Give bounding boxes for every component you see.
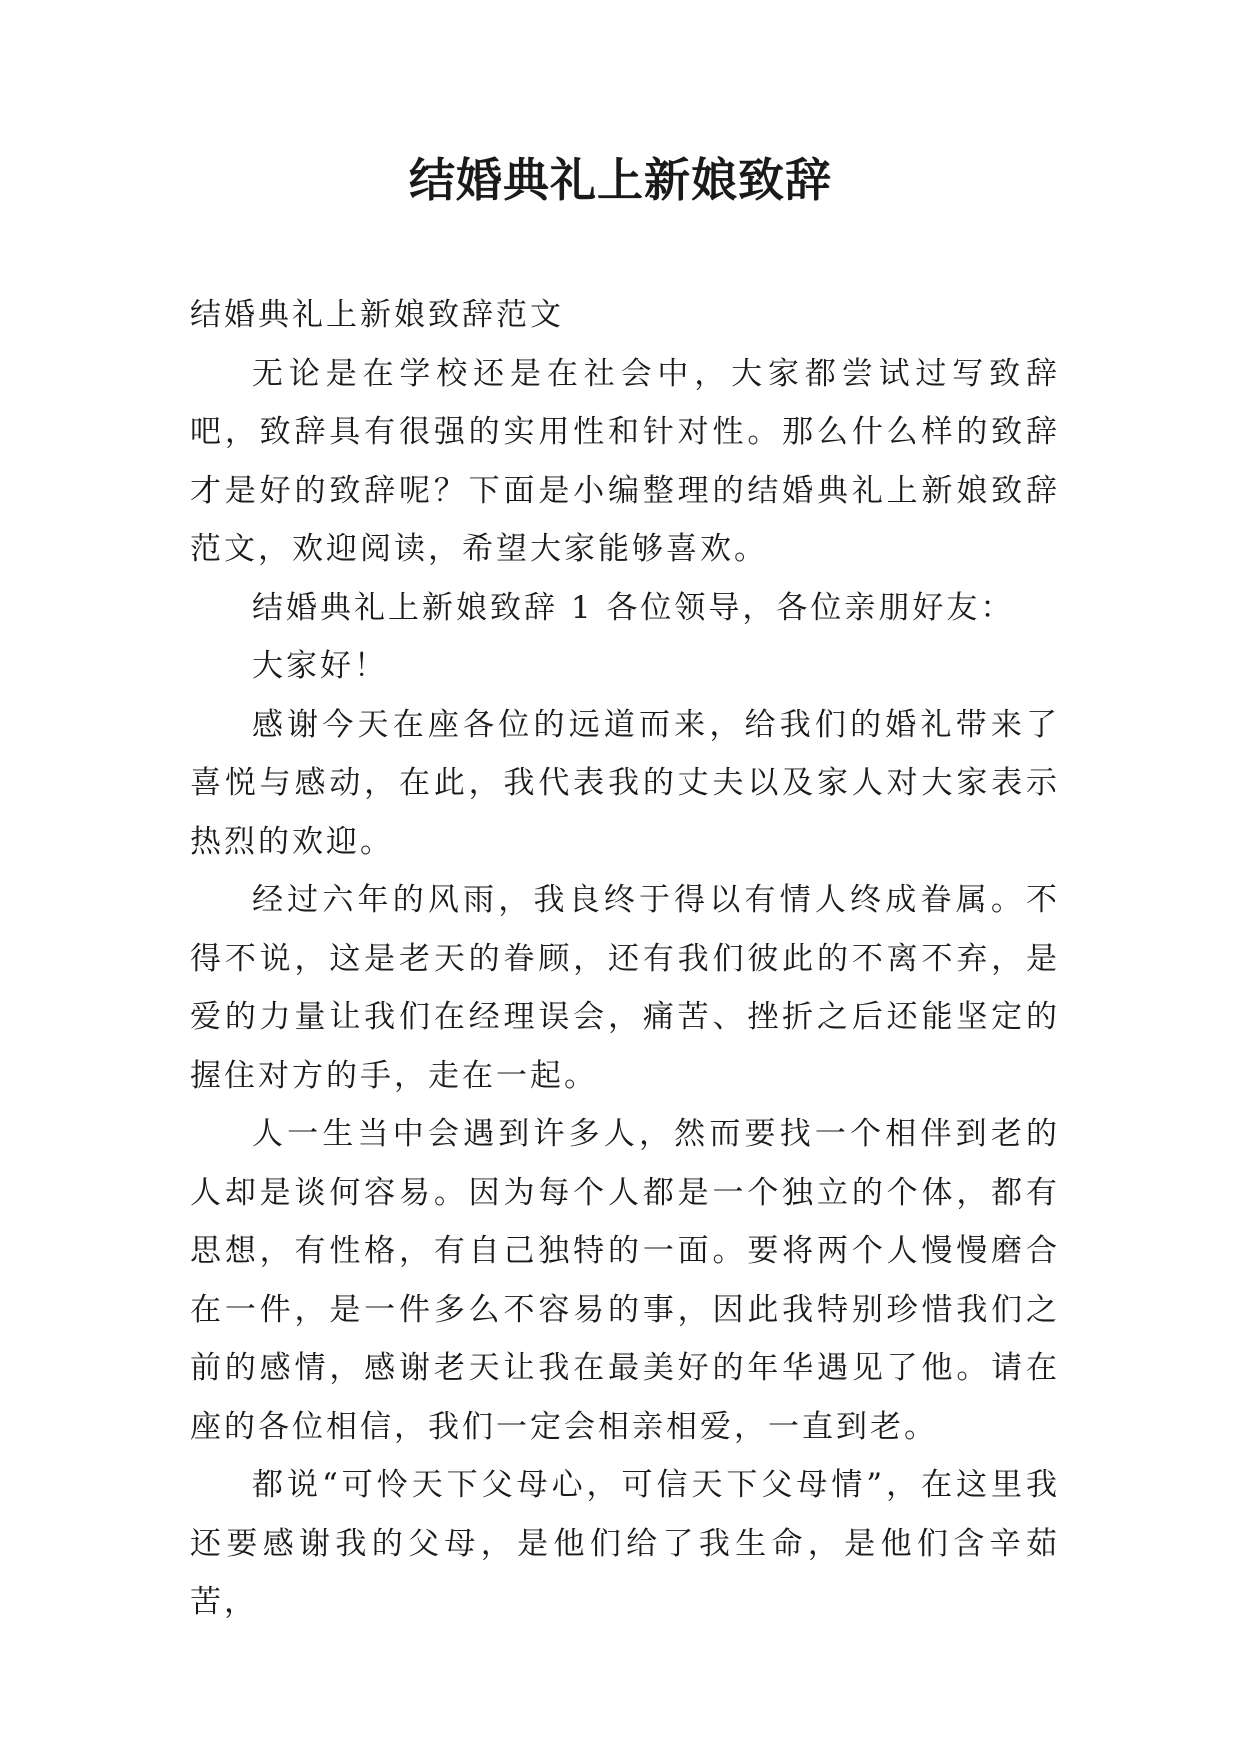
thanks-paragraph: 感谢今天在座各位的远道而来，给我们的婚礼带来了喜悦与感动，在此，我代表我的丈夫以及家人对大家表示热烈的欢迎。 — [190, 706, 1060, 860]
six-years-paragraph: 经过六年的风雨，我良终于得以有情人终成眷属。不得不说，这是老天的眷顾，还有我们彼此的不离不弃，是爱的力量让我们在经理误会，痛苦、挫折之后还能坚定的握住对方的手，走在一起。 — [190, 882, 1060, 1094]
greeting-paragraph: 大家好！ — [252, 648, 388, 684]
subtitle-paragraph: 结婚典礼上新娘致辞范文 — [190, 297, 564, 333]
life-partner-paragraph: 人一生当中会遇到许多人，然而要找一个相伴到老的人却是谈何容易。因为每个人都是一个独立的个体，都有思想，有性格，有自己独特的一面。要将两个人慢慢磨合在一件，是一件多么不容易的事，因此我特别珍惜我们之前的感情，感谢老天让我在最美好的年华遇见了他。请在座的各位相信，我们一定会相亲相爱，一直到老。 — [190, 1116, 1060, 1445]
parents-paragraph: 都说“可怜天下父母心，可信天下父母情”，在这里我还要感谢我的父母，是他们给了我生命，是他们含辛茹苦， — [190, 1467, 1060, 1620]
document-body — [190, 286, 1060, 1632]
speech-heading-paragraph: 结婚典礼上新娘致辞 1 各位领导，各位亲朋好友： — [252, 589, 1015, 626]
intro-paragraph: 无论是在学校还是在社会中，大家都尝试过写致辞吧，致辞具有很强的实用性和针对性。那么什么样的致辞才是好的致辞呢？下面是小编整理的结婚典礼上新娘致辞范文，欢迎阅读，希望大家能够喜欢。 — [190, 355, 1060, 567]
document-title: 结婚典礼上新娘致辞 — [409, 153, 832, 207]
